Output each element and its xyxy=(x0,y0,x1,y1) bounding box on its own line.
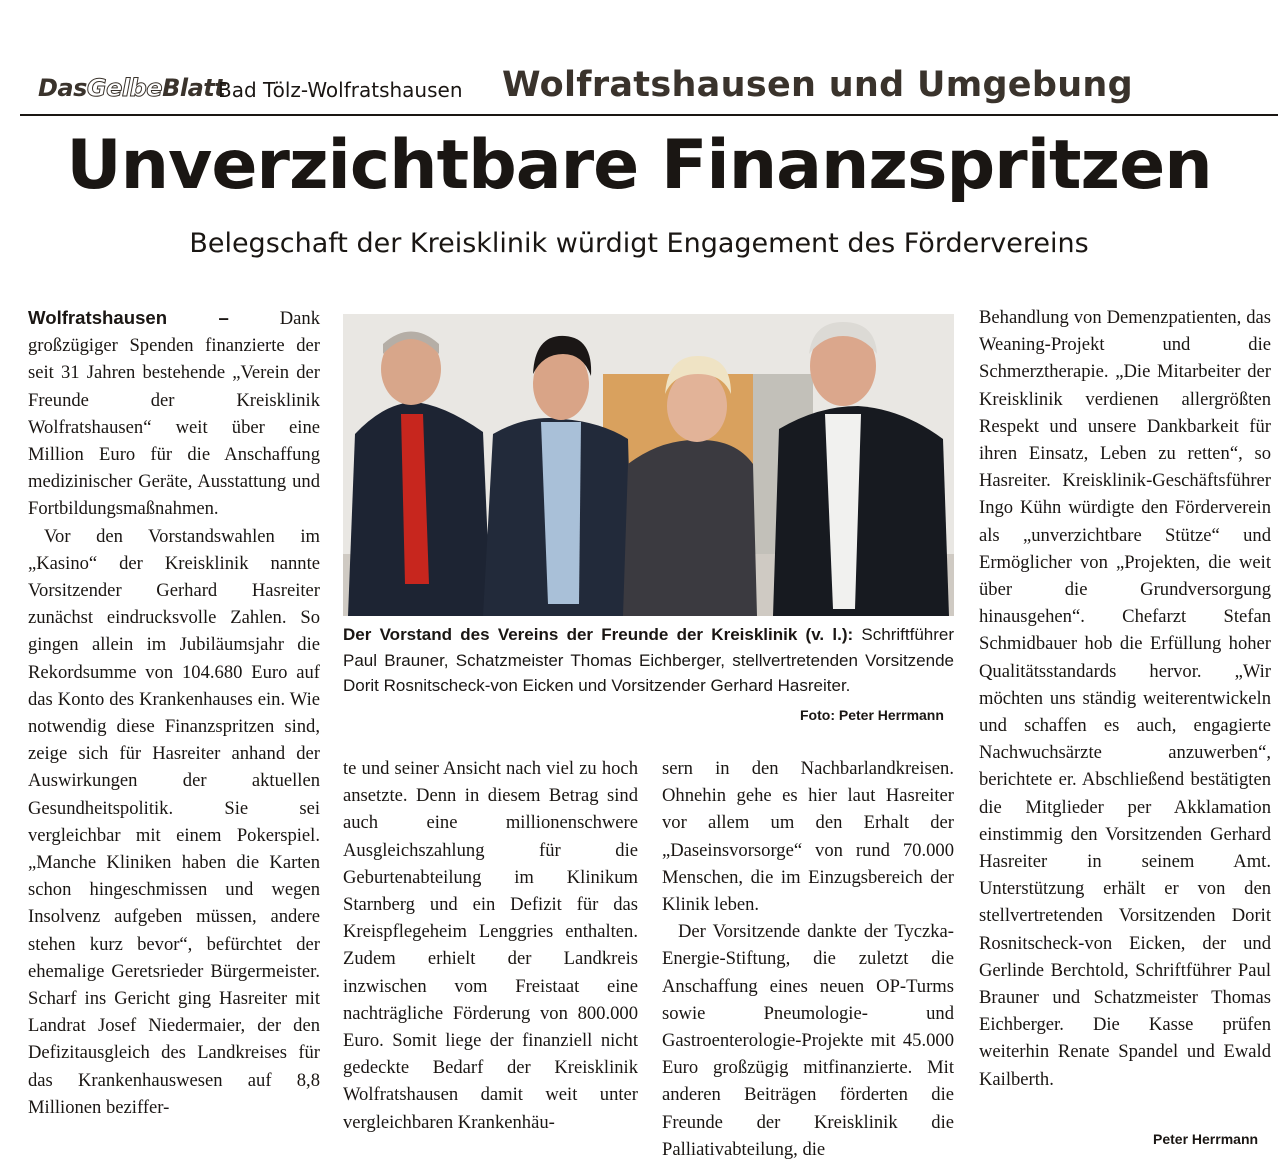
dateline: Wolfratshausen – xyxy=(28,307,229,328)
subheadline: Belegschaft der Kreisklinik würdigt Engagement des Fördervereins xyxy=(189,228,1089,259)
paragraph: Wolfratshausen – Dank großzügiger Spenden finanzierte der seit 31 Jahren bestehende „Verein der Freunde der Kreisklinik Wolfratshausen“ weit über eine Million Euro für die Anschaffung medizinischer Geräte, Ausstattung und Fortbildungsmaßnahmen. xyxy=(28,307,320,520)
paragraph: Der Vorsitzende dankte der Tyczka-Energie-Stiftung, die zuletzt die Anschaffung eines neuen OP-Turms sowie Pneumologie- und Gastroenterologie-Projekte mit 45.000 Euro großzügig mitfinanzierte. Mit anderen Beiträgen förderten die Freunde der Kreisklinik die Palliativabteilung, die xyxy=(662,921,954,1160)
paragraph: te und seiner Ansicht nach viel zu hoch ansetzte. Denn in diesem Betrag sind auch eine millionenschwere Ausgleichszahlung für die Geburtenabteilung im Klinikum Starnberg und ein Defizit für das Kreispflegeheim Lenggries enthalten. Zudem erhielt der Landkreis inzwischen vom Freistaat eine nachträgliche Förderung von 800.000 Euro. Somit liege der finanziell nicht gedeckte Bedarf der Kreisklinik Wolfratshausen damit weit unter vergleichbaren Krankenhäu- xyxy=(343,758,638,1133)
caption-lead: Der Vorstand des Vereins der Freunde der Kreisklinik (v. l.): xyxy=(343,625,854,644)
article-column-3 xyxy=(662,755,954,1163)
caption-text: Schriftführer Paul Brauner, Schatzmeister Thomas Eichberger, stellvertretenden Vorsitzende Dorit Rosnitscheck-von Eicken und Vorsitzender Gerhard Hasreiter. xyxy=(343,625,954,695)
author-byline: Peter Herrmann xyxy=(1153,1131,1259,1147)
newspaper-logo: DasGelbeBlatt xyxy=(38,74,226,102)
headline: Unverzichtbare Finanzspritzen xyxy=(66,126,1212,205)
paragraph: sern in den Nachbarlandkreisen. Ohnehin gehe es hier laut Hasreiter vor allem um den Erhalt der „Daseinsvorsorge“ von rund 70.000 Menschen, die im Einzugsbereich der Klinik leben. xyxy=(662,758,954,916)
region-label: Bad Tölz-Wolfratshausen xyxy=(218,78,463,102)
group-photo xyxy=(343,314,954,616)
paragraph: Behandlung von Demenzpatienten, das Weaning-Projekt und die Schmerztherapie. „Die Mitarbeiter der Kreisklinik verdienen allergrößten Respekt und unsere Dankbarkeit für ihren Einsatz, Leben zu retten“, so Hasreiter. Kreisklinik-Geschäftsführer Ingo Kühn würdigte den Förderverein als „unverzichtbare Stütze“ und Ermöglicher von „Projekten, die weit über die Grundversorgung hinausgehen“. Chefarzt Stefan Schmidbauer hob die Erfüllung hoher Qualitätsstandards hervor. „Wir möchten uns ständig weiterentwickeln und schaffen es auch, engagierte Nachwuchsärzte anzuwerben“, berichtete er. Abschließend bestätigten die Mitglieder per Akklamation einstimmig den Vorsitzenden Gerhard Hasreiter in seinem Amt. Unterstützung erhält er von den stellvertretenden Vorsitzenden Dorit Rosnitscheck-von Eicken, der und Gerlinde Berchtold, Schriftführer Paul Brauner und Schatzmeister Thomas Eichberger. Die Kasse prüfen weiterhin Renate Spandel und Ewald Kailberth. xyxy=(979,307,1271,1090)
article-column-2 xyxy=(343,755,638,1136)
masthead xyxy=(20,60,1278,116)
photo-illustration xyxy=(343,314,954,616)
article-column-4 xyxy=(979,304,1271,1093)
photo-caption xyxy=(343,622,954,699)
article-column-1 xyxy=(28,304,320,1121)
section-title: Wolfratshausen und Umgebung xyxy=(502,65,1133,105)
paragraph: Vor den Vorstandswahlen im „Kasino“ der Kreisklinik nannte Vorsitzender Gerhard Hasreiter zunächst eindrucksvolle Zahlen. So gingen allein im Jubiläumsjahr die Rekordsumme von 104.680 Euro auf das Konto des Krankenhauses ein. Wie notwendig diese Finanzspritzen sind, zeige sich für Hasreiter anhand der Auswirkungen der aktuellen Gesundheitspolitik. Sie sei vergleichbar mit einem Pokerspiel. „Manche Kliniken haben die Karten schon hingeschmissen und wegen Insolvenz aufgeben müssen, andere stehen kurz bevor“, befürchtet der ehemalige Geretsrieder Bürgermeister. Scharf ins Gericht ging Hasreiter mit Landrat Josef Niedermaier, der den Defizitausgleich des Landkreises für das Krankenhauswesen auf 8,8 Millionen beziffer- xyxy=(28,525,320,1118)
photo-credit: Foto: Peter Herrmann xyxy=(800,707,944,723)
